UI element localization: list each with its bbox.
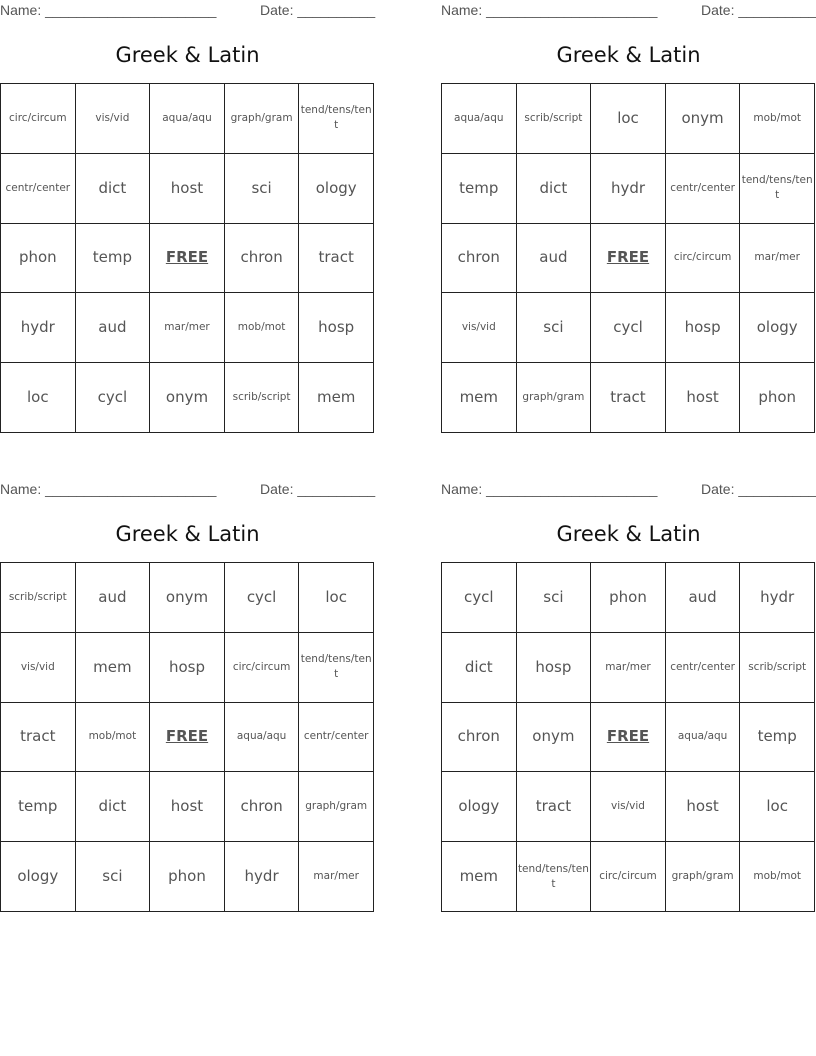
bingo-cell: hosp xyxy=(517,633,592,703)
bingo-cell: cycl xyxy=(591,293,666,363)
name-field-label: Name: ______________________ xyxy=(441,2,658,18)
bingo-cell: temp xyxy=(740,703,815,773)
bingo-cell: mar/mer xyxy=(740,224,815,294)
date-field-label: Date: __________ xyxy=(260,481,376,497)
name-date-header xyxy=(0,2,375,20)
bingo-cell: host xyxy=(150,154,225,224)
bingo-cell: sci xyxy=(517,293,592,363)
name-field-label: Name: ______________________ xyxy=(441,481,658,497)
bingo-cell: ology xyxy=(740,293,815,363)
bingo-cell: tract xyxy=(299,224,374,294)
bingo-cell: circ/circum xyxy=(1,84,76,154)
bingo-cell: scrib/script xyxy=(517,84,592,154)
bingo-cell: phon xyxy=(150,842,225,912)
bingo-cell: chron xyxy=(225,224,300,294)
bingo-grid xyxy=(0,562,374,912)
date-field-label: Date: __________ xyxy=(701,481,816,497)
bingo-card xyxy=(0,479,375,914)
bingo-cell: aqua/aqu xyxy=(225,703,300,773)
bingo-cell: hosp xyxy=(150,633,225,703)
bingo-cell: circ/circum xyxy=(591,842,666,912)
bingo-cell: hydr xyxy=(1,293,76,363)
bingo-cell: scrib/script xyxy=(225,363,300,433)
bingo-cell: circ/circum xyxy=(225,633,300,703)
bingo-cell: centr/center xyxy=(666,633,741,703)
bingo-grid xyxy=(441,83,815,433)
bingo-cell: loc xyxy=(299,563,374,633)
bingo-cell: tend/tens/tent xyxy=(299,633,374,703)
bingo-cell: cycl xyxy=(76,363,151,433)
bingo-cell: aqua/aqu xyxy=(150,84,225,154)
name-field-label: Name: ______________________ xyxy=(0,481,217,497)
name-date-header xyxy=(0,481,375,499)
bingo-cell: sci xyxy=(517,563,592,633)
bingo-cell: dict xyxy=(76,772,151,842)
free-space-cell: FREE xyxy=(150,224,225,294)
bingo-cell: onym xyxy=(517,703,592,773)
bingo-cell: graph/gram xyxy=(666,842,741,912)
bingo-cell: sci xyxy=(76,842,151,912)
bingo-cell: aud xyxy=(76,563,151,633)
bingo-cell: loc xyxy=(1,363,76,433)
bingo-cell: cycl xyxy=(225,563,300,633)
bingo-cell: hydr xyxy=(591,154,666,224)
bingo-cell: hosp xyxy=(666,293,741,363)
bingo-cell: aqua/aqu xyxy=(442,84,517,154)
bingo-cell: dict xyxy=(76,154,151,224)
bingo-cell: mar/mer xyxy=(150,293,225,363)
bingo-cell: scrib/script xyxy=(740,633,815,703)
bingo-cell: tend/tens/tent xyxy=(517,842,592,912)
bingo-cell: tract xyxy=(517,772,592,842)
bingo-cell: onym xyxy=(150,363,225,433)
date-field-label: Date: __________ xyxy=(260,2,376,18)
bingo-cell: host xyxy=(150,772,225,842)
bingo-card xyxy=(0,0,375,435)
name-date-header xyxy=(441,2,816,20)
card-title: Greek & Latin xyxy=(556,522,701,546)
bingo-cell: centr/center xyxy=(299,703,374,773)
name-field-label: Name: ______________________ xyxy=(0,2,217,18)
bingo-cell: centr/center xyxy=(1,154,76,224)
bingo-cell: host xyxy=(666,363,741,433)
bingo-cell: vis/vid xyxy=(591,772,666,842)
bingo-cell: chron xyxy=(442,224,517,294)
bingo-cell: sci xyxy=(225,154,300,224)
bingo-cell: aud xyxy=(517,224,592,294)
bingo-cell: tend/tens/tent xyxy=(299,84,374,154)
bingo-cell: phon xyxy=(591,563,666,633)
bingo-cell: cycl xyxy=(442,563,517,633)
bingo-cell: ology xyxy=(299,154,374,224)
bingo-grid xyxy=(441,562,815,912)
bingo-cell: mem xyxy=(76,633,151,703)
bingo-cell: temp xyxy=(76,224,151,294)
bingo-cell: mem xyxy=(442,363,517,433)
bingo-cell: onym xyxy=(150,563,225,633)
bingo-cell: dict xyxy=(517,154,592,224)
bingo-cell: mob/mot xyxy=(740,842,815,912)
date-field-label: Date: __________ xyxy=(701,2,816,18)
bingo-cell: loc xyxy=(740,772,815,842)
bingo-cell: graph/gram xyxy=(225,84,300,154)
bingo-grid xyxy=(0,83,374,433)
free-space-cell: FREE xyxy=(591,224,666,294)
bingo-cell: mar/mer xyxy=(591,633,666,703)
bingo-cell: mob/mot xyxy=(740,84,815,154)
bingo-cell: mob/mot xyxy=(225,293,300,363)
bingo-cell: tract xyxy=(591,363,666,433)
bingo-cell: tend/tens/tent xyxy=(740,154,815,224)
bingo-cell: hydr xyxy=(225,842,300,912)
bingo-cell: tract xyxy=(1,703,76,773)
card-title: Greek & Latin xyxy=(556,43,701,67)
bingo-cell: loc xyxy=(591,84,666,154)
bingo-cell: aud xyxy=(76,293,151,363)
bingo-cell: ology xyxy=(1,842,76,912)
bingo-cell: vis/vid xyxy=(442,293,517,363)
bingo-card xyxy=(441,479,816,914)
bingo-cell: graph/gram xyxy=(299,772,374,842)
bingo-cell: dict xyxy=(442,633,517,703)
bingo-cell: mob/mot xyxy=(76,703,151,773)
bingo-cell: chron xyxy=(442,703,517,773)
card-title: Greek & Latin xyxy=(115,522,260,546)
bingo-cell: temp xyxy=(1,772,76,842)
free-space-cell: FREE xyxy=(591,703,666,773)
card-title: Greek & Latin xyxy=(115,43,260,67)
name-date-header xyxy=(441,481,816,499)
bingo-cell: vis/vid xyxy=(1,633,76,703)
bingo-cell: mem xyxy=(299,363,374,433)
bingo-cell: circ/circum xyxy=(666,224,741,294)
bingo-cell: ology xyxy=(442,772,517,842)
bingo-cell: aud xyxy=(666,563,741,633)
bingo-cell: temp xyxy=(442,154,517,224)
free-space-cell: FREE xyxy=(150,703,225,773)
bingo-cell: chron xyxy=(225,772,300,842)
bingo-cell: mem xyxy=(442,842,517,912)
bingo-card xyxy=(441,0,816,435)
bingo-cell: phon xyxy=(1,224,76,294)
bingo-cell: vis/vid xyxy=(76,84,151,154)
bingo-cell: centr/center xyxy=(666,154,741,224)
bingo-cell: onym xyxy=(666,84,741,154)
bingo-cell: scrib/script xyxy=(1,563,76,633)
bingo-cell: phon xyxy=(740,363,815,433)
bingo-cell: host xyxy=(666,772,741,842)
bingo-cell: graph/gram xyxy=(517,363,592,433)
bingo-cell: hosp xyxy=(299,293,374,363)
bingo-cell: mar/mer xyxy=(299,842,374,912)
bingo-cell: hydr xyxy=(740,563,815,633)
bingo-cell: aqua/aqu xyxy=(666,703,741,773)
